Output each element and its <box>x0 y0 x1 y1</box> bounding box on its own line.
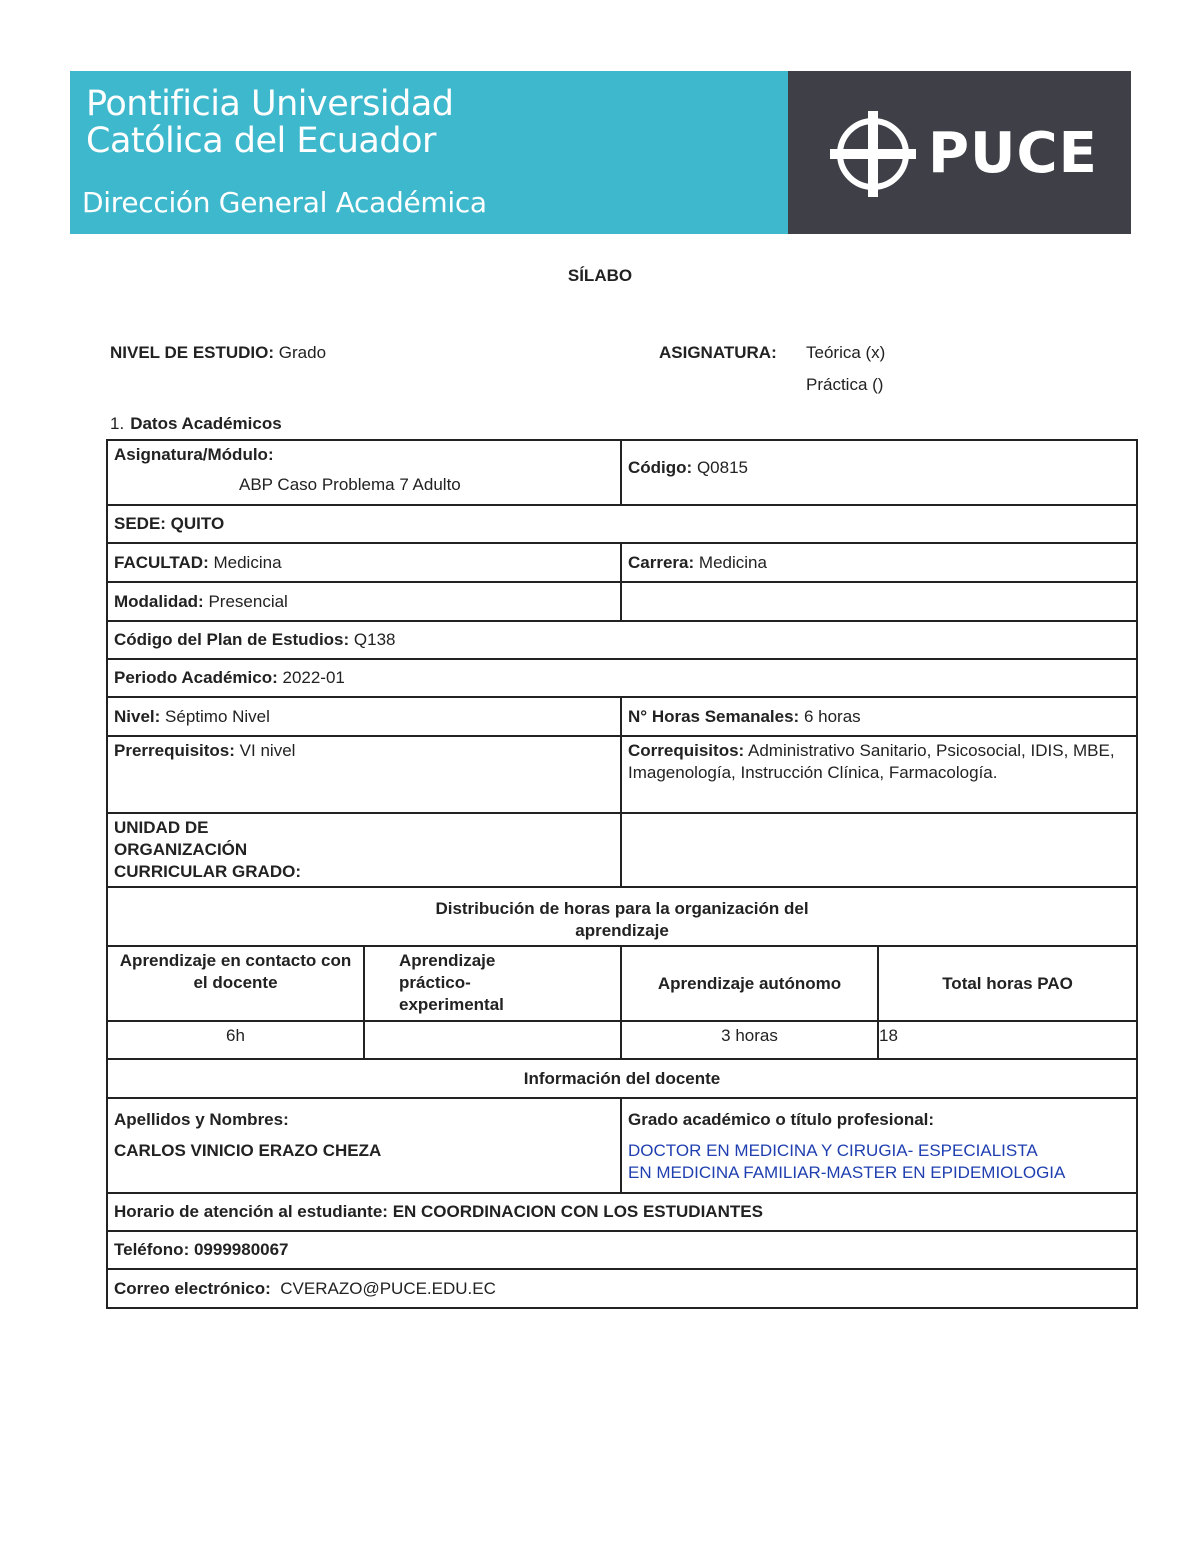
hours-header-contact: Aprendizaje en contacto con el docente <box>107 946 364 1021</box>
table-row <box>107 1098 1137 1193</box>
horas-value: 6 horas <box>803 706 861 726</box>
puce-emblem-icon <box>828 109 918 199</box>
hours-header-total: Total horas PAO <box>878 946 1137 1021</box>
table-row <box>107 946 1137 1021</box>
plan-cell <box>107 621 1137 659</box>
carrera-cell <box>621 543 1137 582</box>
nombres-cell <box>107 1098 621 1193</box>
prerreq-label: Prerrequisitos: <box>114 741 235 760</box>
logo-text: PUCE <box>928 121 1098 186</box>
carrera-label: Carrera: <box>628 552 695 572</box>
correq-label: Correquisitos: <box>628 741 745 760</box>
table-row <box>107 1193 1137 1231</box>
nombres-label: Apellidos y Nombres: <box>114 1110 289 1129</box>
grado-line: EN MEDICINA FAMILIAR-MASTER EN EPIDEMIOLOGIA <box>628 1163 1066 1182</box>
modalidad-label: Modalidad: <box>114 591 204 611</box>
nivel-value: Séptimo Nivel <box>165 706 270 726</box>
subject-type-label: ASIGNATURA: <box>659 343 777 362</box>
nivel-cell <box>107 697 621 736</box>
table-row <box>107 697 1137 736</box>
codigo-cell <box>621 440 1137 505</box>
asignatura-label: Asignatura/Módulo: <box>114 445 274 464</box>
periodo-label: Periodo Académico: <box>114 668 278 687</box>
hours-value-autonomous: 3 horas <box>621 1021 878 1059</box>
docente-header: Información del docente <box>107 1059 1137 1098</box>
hours-value-practical <box>364 1021 621 1059</box>
grado-label: Grado académico o título profesional: <box>628 1110 935 1129</box>
correo-cell <box>107 1269 1137 1308</box>
correq-value: Administrativo Sanitario, Psicosocial, IDIS, MBE, Imagenología, Instrucción Clínica, Farmacología. <box>628 741 1115 782</box>
unidad-line: ORGANIZACIÓN <box>114 840 248 859</box>
horas-cell <box>621 697 1137 736</box>
hours-value-total: 18 <box>878 1021 1137 1059</box>
table-row <box>107 1059 1137 1098</box>
table-row <box>107 1269 1137 1308</box>
hours-header-practical: Aprendizaje práctico-experimental <box>364 946 621 1021</box>
section-number: 1. <box>110 414 125 433</box>
academic-data-table <box>106 439 1138 1309</box>
codigo-value: Q0815 <box>696 458 748 477</box>
carrera-value: Medicina <box>698 552 767 572</box>
correo-label: Correo electrónico: <box>114 1278 271 1298</box>
table-row <box>107 621 1137 659</box>
department-name: Dirección General Académica <box>82 186 487 219</box>
prerreq-cell <box>107 736 621 813</box>
table-row <box>107 582 1137 621</box>
empty-cell <box>621 582 1137 621</box>
distribucion-header <box>107 887 1137 946</box>
table-row <box>107 659 1137 697</box>
unidad-line: CURRICULAR GRADO: <box>114 862 301 881</box>
subject-type-theory: Teórica (x) <box>806 343 886 362</box>
table-row <box>107 543 1137 582</box>
subject-type-practice: Práctica () <box>806 375 884 394</box>
periodo-cell <box>107 659 1137 697</box>
prerreq-value: VI nivel <box>239 741 296 760</box>
empty-cell <box>621 813 1137 887</box>
table-row <box>107 736 1137 813</box>
distribucion-line: aprendizaje <box>575 921 669 940</box>
unidad-line: UNIDAD DE <box>114 818 209 837</box>
study-level-label: NIVEL DE ESTUDIO: <box>110 343 275 362</box>
nivel-label: Nivel: <box>114 706 161 726</box>
plan-label: Código del Plan de Estudios: <box>114 630 350 649</box>
asignatura-value: ABP Caso Problema 7 Adulto <box>239 475 461 494</box>
modalidad-value: Presencial <box>208 591 288 611</box>
horario-label: Horario de atención al estudiante: <box>114 1202 388 1221</box>
table-row <box>107 1231 1137 1269</box>
table-row <box>107 440 1137 505</box>
document-title: SÍLABO <box>567 266 633 285</box>
asignatura-cell <box>107 440 621 505</box>
telefono-value: 0999980067 <box>193 1240 289 1259</box>
horario-value: EN COORDINACION CON LOS ESTUDIANTES <box>392 1202 763 1221</box>
telefono-cell <box>107 1231 1137 1269</box>
codigo-label: Código: <box>628 458 693 477</box>
table-row <box>107 887 1137 946</box>
section-title: Datos Académicos <box>130 414 282 433</box>
hours-header-autonomous: Aprendizaje autónomo <box>621 946 878 1021</box>
university-name-line2: Católica del Ecuador <box>86 121 436 161</box>
periodo-value: 2022-01 <box>282 668 345 687</box>
facultad-value: Medicina <box>213 552 282 572</box>
horas-label: N° Horas Semanales: <box>628 706 800 726</box>
modalidad-cell <box>107 582 621 621</box>
university-name-line1: Pontificia Universidad <box>86 84 454 124</box>
study-level <box>110 343 326 363</box>
unidad-cell <box>107 813 621 887</box>
plan-value: Q138 <box>353 630 396 649</box>
table-row <box>107 1021 1137 1059</box>
section-heading <box>110 414 282 434</box>
distribucion-line: Distribución de horas para la organización del <box>435 899 809 918</box>
study-level-value: Grado <box>278 343 327 362</box>
sede-cell: SEDE: QUITO <box>107 505 1137 543</box>
grado-line: DOCTOR EN MEDICINA Y CIRUGIA- ESPECIALISTA <box>628 1141 1038 1160</box>
banner-text-block <box>70 71 788 234</box>
facultad-label: FACULTAD: <box>114 552 209 572</box>
horario-cell <box>107 1193 1137 1231</box>
hours-value-contact: 6h <box>107 1021 364 1059</box>
grado-cell <box>621 1098 1137 1193</box>
nombres-value: CARLOS VINICIO ERAZO CHEZA <box>114 1141 382 1160</box>
table-row <box>107 813 1137 887</box>
correq-cell <box>621 736 1137 813</box>
logo-block <box>788 71 1131 234</box>
telefono-label: Teléfono: <box>114 1240 190 1259</box>
facultad-cell <box>107 543 621 582</box>
correo-value[interactable]: CVERAZO@PUCE.EDU.EC <box>280 1278 496 1298</box>
header-banner <box>70 71 1131 234</box>
table-row <box>107 505 1137 543</box>
